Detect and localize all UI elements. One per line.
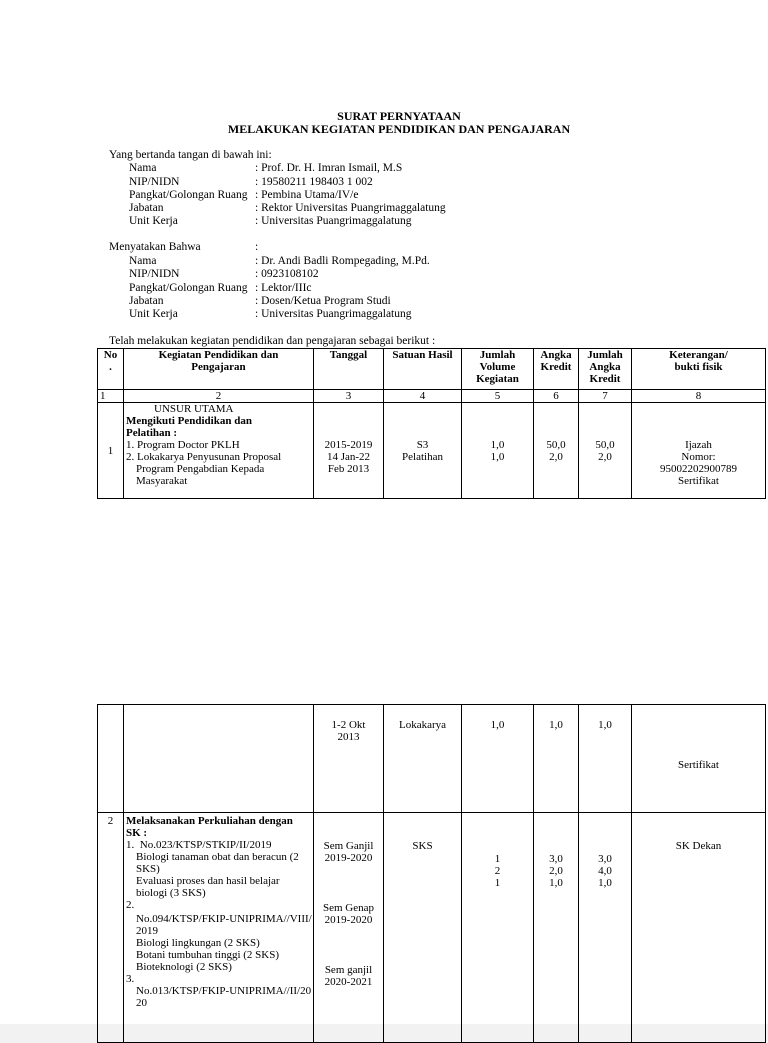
- field-label: Unit Kerja: [129, 308, 178, 320]
- header-angka-kredit: Angka Kredit: [534, 349, 579, 390]
- row-volume: 1,0: [462, 705, 534, 813]
- field-label: Nama: [129, 255, 157, 267]
- field-label: Nama: [129, 162, 157, 174]
- row-kegiatan: Melaksanakan Perkuliahan dengan SK : 1. No.023/KTSP/STKIP/II/2019 Biologi tanaman obat dan beracun (2 SKS) Evaluasi proses dan hasil belajar biologi (3 SKS) 2. No.094/KTSP/FKIP-UNIPRIMA//VIII/ 2019 Biologi lingkungan (2 SKS) Botani tumbuhan tinggi (2 SKS) Bioteknologi (2 SKS) 3. No.013/KTSP/FKIP-UNIPRIMA//II/20 20: [124, 813, 314, 1043]
- row-tanggal: 2015-2019 14 Jan-22 Feb 2013: [314, 403, 384, 499]
- activity-table-continued: [97, 704, 766, 1043]
- declare-colon: :: [255, 241, 259, 253]
- row-satuan: S3 Pelatihan: [384, 403, 462, 499]
- header-jumlah-angka-kredit: Jumlah Angka Kredit: [579, 349, 632, 390]
- document-subtitle: MELAKUKAN KEGIATAN PENDIDIKAN DAN PENGAJARAN: [227, 122, 571, 136]
- row-kegiatan: UNSUR UTAMA Mengikuti Pendidikan dan Pelatihan : 1. Program Doctor PKLH 2. Lokakarya Penyusunan Proposal Program Pengabdian Kepada Masyarakat: [124, 403, 314, 499]
- field-label: Jabatan: [129, 295, 164, 307]
- colnum-5: 5: [462, 390, 534, 403]
- row-jumlah-angka-kredit: 3,0 4,0 1,0: [579, 813, 632, 1043]
- field-value: : Dr. Andi Badli Rompegading, M.Pd.: [255, 255, 430, 267]
- field-label: NIP/NIDN: [129, 268, 180, 280]
- field-value: : 0923108102: [255, 268, 319, 280]
- header-jumlah-volume: Jumlah Volume Kegiatan: [462, 349, 534, 390]
- row-tanggal: 1-2 Okt 2013: [314, 705, 384, 813]
- row-angka-kredit: 50,0 2,0: [534, 403, 579, 499]
- header-kegiatan: Kegiatan Pendidikan dan Pengajaran: [124, 349, 314, 390]
- field-label: NIP/NIDN: [129, 176, 180, 188]
- row-no: [98, 705, 124, 813]
- header-keterangan: Keterangan/ bukti fisik: [632, 349, 766, 390]
- field-label: Jabatan: [129, 202, 164, 214]
- row-jumlah-angka-kredit: 1,0: [579, 705, 632, 813]
- field-value: : Dosen/Ketua Program Studi: [255, 295, 391, 307]
- colnum-3: 3: [314, 390, 384, 403]
- activity-table: [97, 348, 766, 499]
- row-satuan: SKS: [384, 813, 462, 1043]
- header-no: No .: [98, 349, 124, 390]
- colnum-8: 8: [632, 390, 766, 403]
- row-no: 2: [98, 813, 124, 1043]
- document-title: SURAT PERNYATAAN: [337, 109, 461, 123]
- field-value: : Universitas Puangrimaggalatung: [255, 308, 412, 320]
- row-angka-kredit: 3,0 2,0 1,0: [534, 813, 579, 1043]
- colnum-1: 1: [98, 390, 124, 403]
- row-angka-kredit: 1,0: [534, 705, 579, 813]
- field-value: : Pembina Utama/IV/e: [255, 189, 359, 201]
- column-number-row: [98, 390, 766, 403]
- field-label: Unit Kerja: [129, 215, 178, 227]
- colnum-4: 4: [384, 390, 462, 403]
- colnum-6: 6: [534, 390, 579, 403]
- table-row: [98, 705, 766, 813]
- row-no: 1: [98, 403, 124, 499]
- header-satuan: Satuan Hasil: [384, 349, 462, 390]
- colnum-2: 2: [124, 390, 314, 403]
- field-value: : Universitas Puangrimaggalatung: [255, 215, 412, 227]
- row-keterangan: SK Dekan: [632, 813, 766, 1043]
- row-volume: 1,0 1,0: [462, 403, 534, 499]
- table-header-row: [98, 349, 766, 390]
- field-value: : 19580211 198403 1 002: [255, 176, 373, 188]
- row-tanggal: Sem Ganjil 2019-2020 Sem Genap 2019-2020 Sem ganjil 2020-2021: [314, 813, 384, 1043]
- field-label: Pangkat/Golongan Ruang: [129, 189, 248, 201]
- field-value: : Lektor/IIIc: [255, 282, 312, 294]
- header-tanggal: Tanggal: [314, 349, 384, 390]
- field-value: : Rektor Universitas Puangrimaggalatung: [255, 202, 446, 214]
- row-keterangan: Ijazah Nomor: 95002202900789 Sertifikat: [632, 403, 766, 499]
- table-row: [98, 403, 766, 499]
- field-label: Pangkat/Golongan Ruang: [129, 282, 248, 294]
- declare-label: Menyatakan Bahwa: [109, 241, 201, 253]
- row-jumlah-angka-kredit: 50,0 2,0: [579, 403, 632, 499]
- table-row: [98, 813, 766, 1043]
- intro-text: Yang bertanda tangan di bawah ini:: [109, 149, 272, 161]
- colnum-7: 7: [579, 390, 632, 403]
- row-kegiatan: [124, 705, 314, 813]
- row-satuan: Lokakarya: [384, 705, 462, 813]
- table-intro: Telah melakukan kegiatan pendidikan dan pengajaran sebagai berikut :: [109, 335, 436, 347]
- row-volume: 1 2 1: [462, 813, 534, 1043]
- row-keterangan: Sertifikat: [632, 705, 766, 813]
- field-value: : Prof. Dr. H. Imran Ismail, M.S: [255, 162, 403, 174]
